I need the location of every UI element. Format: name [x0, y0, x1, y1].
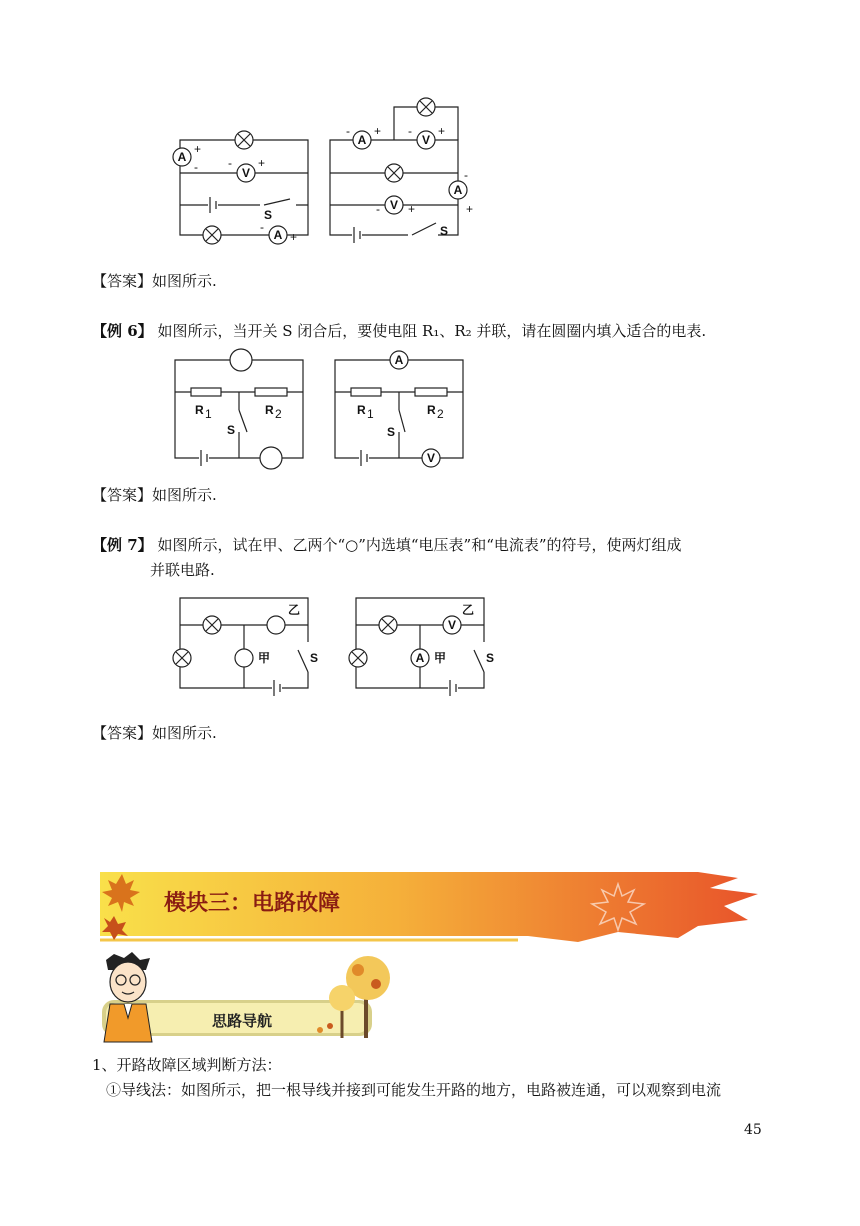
svg-text:+: +: [408, 202, 416, 216]
svg-text:-: -: [464, 168, 468, 182]
svg-text:-: -: [346, 124, 350, 138]
svg-text:+: +: [290, 230, 298, 244]
circuit-figure-5: [160, 95, 480, 245]
svg-text:+: +: [194, 142, 202, 156]
svg-text:甲: 甲: [434, 651, 447, 665]
svg-text:-: -: [260, 220, 264, 234]
svg-text:S: S: [486, 651, 495, 665]
svg-text:R: R: [195, 403, 204, 417]
example-7-text-1: 如图所示，试在甲、乙两个“○”内选填“电压表”和“电流表”的符号，使两灯组成: [157, 536, 682, 554]
svg-text:S: S: [227, 423, 236, 437]
svg-text:V: V: [389, 198, 399, 212]
nav-header: [92, 950, 392, 1045]
svg-text:-: -: [194, 160, 198, 174]
answer-5: 【答案】如图所示.: [92, 272, 217, 290]
svg-text:S: S: [310, 651, 319, 665]
svg-text:A: A: [394, 353, 404, 367]
example-6-tag: 【例 6】: [92, 322, 153, 340]
module-title: 模块三：电路故障: [164, 891, 341, 916]
svg-text:A: A: [415, 651, 425, 665]
white-leaf-icon: [588, 882, 648, 932]
example-7: [92, 535, 682, 555]
page-number: 45: [744, 1122, 762, 1138]
svg-text:2: 2: [437, 407, 444, 421]
svg-text:R: R: [427, 403, 436, 417]
svg-text:甲: 甲: [258, 651, 271, 665]
svg-text:R: R: [357, 403, 366, 417]
example-6-text: 如图所示，当开关 S 闭合后，要使电阻 R₁、R₂ 并联，请在圆圈内填入适合的电表.: [157, 322, 707, 340]
answer-7: 【答案】如图所示.: [92, 724, 217, 742]
svg-text:-: -: [376, 202, 380, 216]
circuit-6-answer: [335, 351, 463, 467]
section-1-item: ①导线法：如图所示，把一根导线并接到可能发生开路的地方，电路被连通，可以观察到电流: [106, 1081, 722, 1099]
circuit-figure-7: [170, 590, 500, 700]
example-6: [92, 321, 706, 341]
circuit-7-answer: [349, 598, 494, 696]
module-banner: [98, 868, 762, 948]
circuit-6-question: [175, 349, 303, 469]
svg-text:2: 2: [275, 407, 282, 421]
svg-text:乙: 乙: [462, 603, 475, 617]
section-1-heading: 1、开路故障区域判断方法：: [92, 1056, 282, 1074]
example-7-text-2: 并联电路.: [150, 561, 215, 579]
svg-text:+: +: [374, 124, 382, 138]
svg-text:V: V: [447, 618, 457, 632]
svg-text:S: S: [264, 208, 273, 222]
svg-text:+: +: [258, 156, 266, 170]
svg-text:A: A: [177, 150, 187, 164]
svg-text:-: -: [228, 156, 232, 170]
svg-text:S: S: [387, 425, 396, 439]
circuit-5-left: [173, 131, 308, 244]
svg-text:1: 1: [205, 407, 212, 421]
example-7-tag: 【例 7】: [92, 536, 153, 554]
student-avatar: [96, 952, 160, 1044]
circuit-5-right: [330, 98, 473, 243]
circuit-7-question: [173, 598, 318, 696]
svg-text:+: +: [438, 124, 446, 138]
svg-text:+: +: [466, 202, 474, 216]
svg-text:A: A: [357, 133, 367, 147]
maple-leaf-icon: [100, 870, 150, 940]
circuit-figure-6: [165, 348, 475, 473]
svg-text:S: S: [440, 224, 449, 238]
svg-text:V: V: [241, 166, 251, 180]
svg-text:A: A: [453, 183, 463, 197]
svg-text:乙: 乙: [288, 603, 301, 617]
nav-title: 思路导航: [212, 1012, 273, 1030]
svg-text:-: -: [408, 124, 412, 138]
svg-text:V: V: [421, 133, 431, 147]
svg-text:A: A: [273, 228, 283, 242]
svg-text:1: 1: [367, 407, 374, 421]
answer-6: 【答案】如图所示.: [92, 486, 217, 504]
svg-text:V: V: [426, 451, 436, 465]
svg-text:R: R: [265, 403, 274, 417]
